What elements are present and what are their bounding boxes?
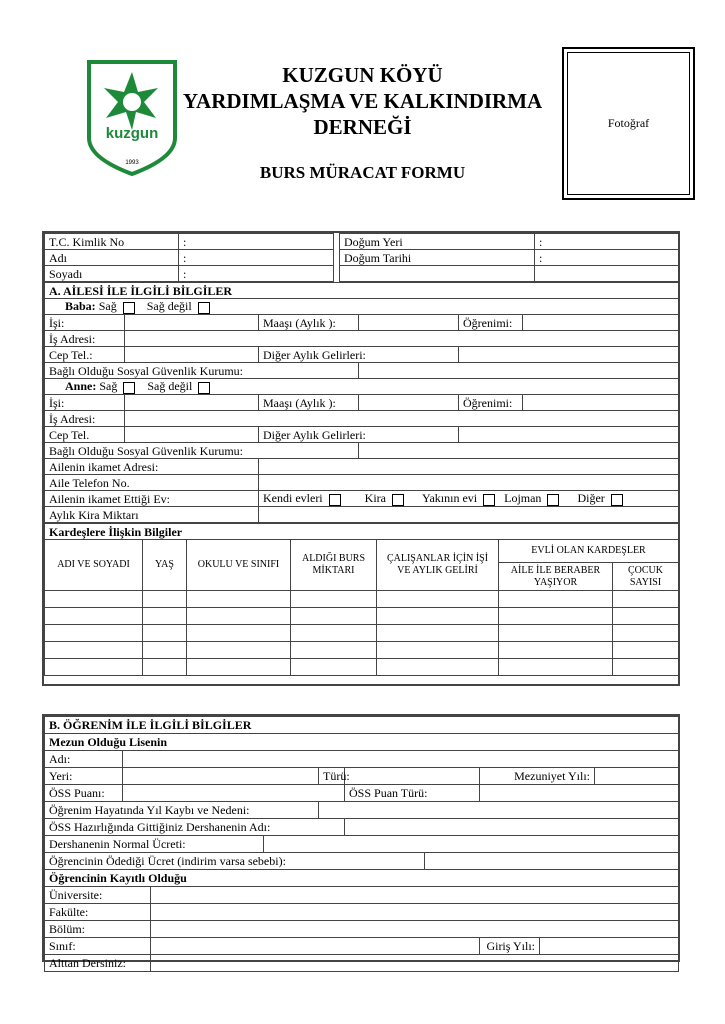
photo-box[interactable] (562, 47, 695, 200)
family-table: A. AİLESİ İLE İLGİLİ BİLGİLER Baba: Sağ Sağ değil İşi: Maaşı (Aylık ): Öğrenimi: İş Adresi: Cep Tel.: Diğer Aylık Gelirleri: Bağlı Olduğu Sosyal Güvenlik Kurumu: Anne: Sağ Sağ değil İşi: Maaşı (Aylık ): Öğrenimi: İş Adresi: Cep Tel. Diğer Aylık Gelirleri: Bağlı Olduğu Sosyal Güvenlik Kurumu: Ailenin ikamet Adresi: Aile Telefon No. Ailenin ikamet Ettiği Ev: Kendi evleri Kira Yakının evi Lojman Diğer Aylık Kira Miktarı (44, 282, 679, 523)
form-title: KUZGUN KÖYÜ YARDIMLAŞMA VE KALKINDIRMA DERNEĞİ (182, 63, 543, 139)
checkbox-father-dead[interactable] (198, 302, 210, 314)
table-row (45, 659, 679, 676)
table-row (45, 625, 679, 642)
section-a (42, 231, 680, 686)
siblings-section-title: Kardeşlere İlişkin Bilgiler (45, 524, 679, 540)
table-row (45, 591, 679, 608)
education-section-title: B. ÖĞRENİM İLE İLGİLİ BİLGİLER (45, 717, 679, 734)
residence-options: Kendi evleri Kira Yakının evi Lojman Diğer (259, 491, 679, 507)
birthplace-label: Doğum Yeri (340, 234, 535, 250)
surname-label: Soyadı (45, 266, 179, 282)
logo-year: 1993 (125, 160, 139, 166)
kuzgun-logo (86, 58, 178, 176)
mother-status: Anne: Sağ Sağ değil (45, 379, 679, 395)
logo-text: kuzgun (105, 125, 159, 142)
table-row (45, 642, 679, 659)
checkbox-mother-dead[interactable] (198, 382, 210, 394)
siblings-table: Kardeşlere İlişkin Bilgiler ADI VE SOYADI YAŞ OKULU VE SINIFI ALDIĞI BURS MİKTARI ÇALIŞANLAR İÇİN İŞİ VE AYLIK GELİRİ EVLİ OLAN KARDEŞLER AİLE İLE BERABER YAŞIYOR ÇOCUK SAYISI (44, 523, 679, 676)
checkbox-father-alive[interactable] (123, 302, 135, 314)
name-label: Adı (45, 250, 179, 266)
form-subtitle: BURS MÜRACAT FORMU (259, 163, 466, 182)
birthdate-label: Doğum Tarihi (340, 250, 535, 266)
education-table: B. ÖĞRENİM İLE İLGİLİ BİLGİLER Mezun Olduğu Lisenin Adı: Yeri: Türü: Mezuniyet Yılı: ÖSS Puanı: ÖSS Puan Türü: Öğrenim Hayatında Yıl Kaybı ve Nedeni: ÖSS Hazırlığında Gittiğiniz Dershanenin Adı: Dershanenin Normal Ücreti: Öğrencinin Ödediği Ücret (indirim varsa sebebi): Öğrencinin Kayıtlı Olduğu Üniversite: Fakülte: Bölüm: Sınıf: Giriş Yılı: Alttan Dersiniz: (44, 716, 679, 972)
checkbox-mother-alive[interactable] (123, 382, 135, 394)
father-status: Baba: Sağ Sağ değil (45, 299, 679, 315)
tc-label: T.C. Kimlik No (45, 234, 179, 250)
table-row (45, 608, 679, 625)
family-section-title: A. AİLESİ İLE İLGİLİ BİLGİLER (45, 283, 679, 299)
personal-table: T.C. Kimlik No : Doğum Yeri : Adı : Doğum Tarihi : Soyadı : (44, 233, 679, 282)
photo-label: Fotoğraf (607, 116, 650, 130)
section-b (42, 714, 680, 970)
